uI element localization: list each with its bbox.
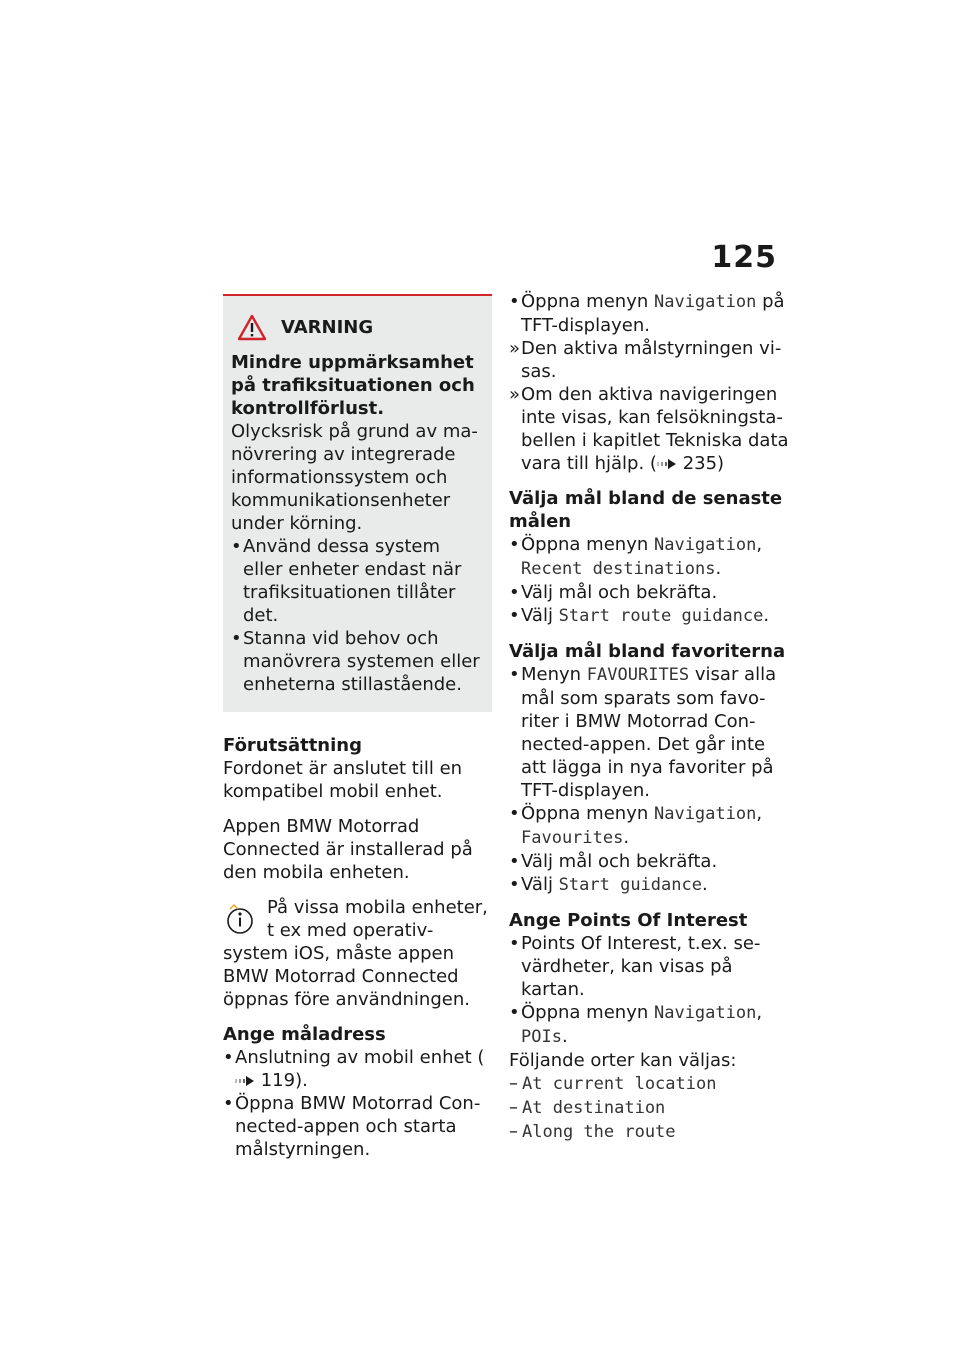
list-item: • Öppna BMW Motorrad Connected-appen och starta målstyrningen. bbox=[223, 1092, 495, 1161]
poi-choices-label: Följande orter kan väljas: bbox=[509, 1050, 737, 1071]
list-item: • Välj mål och bekräfta. bbox=[509, 850, 789, 873]
step-text-end: ). bbox=[295, 1070, 308, 1091]
list-item bbox=[509, 533, 789, 581]
step-text-end: . bbox=[623, 827, 630, 848]
warning-bullets bbox=[231, 535, 482, 696]
choice-code: At destination bbox=[522, 1098, 666, 1118]
step-text: Välj bbox=[521, 874, 559, 895]
warning-triangle-icon bbox=[237, 314, 267, 341]
choice-code: At current location bbox=[522, 1074, 717, 1094]
favourites-heading: Välja mål bland favoriterna bbox=[509, 641, 786, 662]
step-text: Öppna menyn bbox=[521, 803, 654, 824]
list-item: » Den aktiva målstyrningen visas. bbox=[509, 337, 789, 383]
recent-heading: Välja mål bland de senaste målen bbox=[509, 488, 783, 532]
list-item bbox=[509, 802, 789, 850]
step-text: Öppna menyn bbox=[521, 534, 654, 555]
step-text-end: . bbox=[701, 874, 708, 895]
separator: , bbox=[756, 803, 763, 824]
list-item: • Stanna vid behov och manövrera systemen eller enheterna stillastående. bbox=[231, 627, 482, 696]
recent-steps bbox=[509, 533, 789, 628]
poi-choices bbox=[509, 1072, 789, 1144]
separator: , bbox=[756, 534, 763, 555]
list-item: • Points Of Interest, t.ex. sevärdheter, kan visas på kartan. bbox=[509, 932, 789, 1001]
favourites-steps bbox=[509, 663, 789, 897]
menu-code: Recent destinations bbox=[521, 559, 716, 579]
info-text-rest: system iOS, måste appen BMW Motorrad Connected öppnas före användningen. bbox=[223, 943, 470, 1010]
left-column bbox=[223, 294, 495, 1161]
list-item bbox=[509, 663, 789, 802]
choice-code: Along the route bbox=[522, 1122, 676, 1142]
info-text-line1: På vissa mobila enheter, bbox=[267, 897, 488, 918]
warning-body: Olycksrisk på grund av manövrering av integrerade informationssystem och kommunikationsenheter under körning. bbox=[231, 421, 478, 534]
prereq-heading: Förutsättning bbox=[223, 735, 362, 756]
step-text-end: visar alla mål som sparats som favoriter i BMW Motorrad Connected-appen. Det går inte att lägga in nya favoriter på TFT-displayen. bbox=[521, 664, 777, 801]
list-item bbox=[509, 383, 789, 475]
info-icon bbox=[225, 902, 255, 936]
list-item: • Använd dessa system eller enheter endast när trafiksituationen tillåter det. bbox=[231, 535, 482, 627]
list-item: • Välj mål och bekräfta. bbox=[509, 581, 789, 604]
step-text: Öppna menyn bbox=[521, 1002, 654, 1023]
info-text-line2: t ex med operativ- bbox=[267, 920, 434, 941]
right-column bbox=[509, 290, 789, 1144]
step-text: Välj bbox=[521, 605, 559, 626]
list-item bbox=[509, 1072, 789, 1096]
step-text: Öppna menyn bbox=[521, 291, 654, 312]
result-text-end: ) bbox=[717, 453, 725, 474]
prereq-text: Fordonet är anslutet till en kompatibel mobil enhet. bbox=[223, 758, 463, 802]
info-note bbox=[223, 896, 495, 1011]
list-item bbox=[509, 873, 789, 897]
warning-box bbox=[223, 294, 492, 712]
warning-title: VARNING bbox=[281, 317, 374, 338]
menu-code: Navigation bbox=[653, 804, 757, 824]
list-item bbox=[223, 1046, 495, 1092]
menu-code: Start route guidance bbox=[558, 606, 764, 626]
destination-steps bbox=[223, 1046, 495, 1161]
destination-steps-cont bbox=[509, 290, 789, 475]
page-ref-arrow-icon bbox=[235, 1075, 255, 1087]
step-text-end: . bbox=[763, 605, 770, 626]
poi-heading: Ange Points Of Interest bbox=[509, 910, 748, 931]
menu-code: Navigation bbox=[653, 1003, 757, 1023]
list-item bbox=[509, 1120, 789, 1144]
warning-header bbox=[231, 314, 482, 341]
menu-code: Navigation bbox=[653, 535, 757, 555]
result-text: Om den aktiva navigeringen inte visas, kan felsökningstabellen i kapitlet Tekniska data vara till hjälp. ( bbox=[521, 384, 789, 474]
separator: , bbox=[756, 1002, 763, 1023]
step-text-end: på TFT-displayen. bbox=[521, 291, 785, 336]
step-text-end: . bbox=[715, 558, 722, 579]
warning-heading: Mindre uppmärksamhet på trafiksituationen och kontrollförlust. bbox=[231, 352, 475, 419]
menu-code: FAVOURITES bbox=[586, 665, 690, 685]
page-number: 125 bbox=[711, 240, 777, 275]
list-item bbox=[509, 290, 789, 337]
destination-heading: Ange måladress bbox=[223, 1024, 386, 1045]
poi-steps bbox=[509, 932, 789, 1049]
menu-code: POIs bbox=[521, 1027, 562, 1047]
menu-code: Favourites bbox=[521, 828, 624, 848]
menu-code: Start guidance bbox=[558, 875, 702, 895]
page-ref-arrow-icon bbox=[657, 458, 677, 470]
menu-code: Navigation bbox=[653, 292, 757, 312]
step-text-end: . bbox=[561, 1026, 568, 1047]
list-item bbox=[509, 1096, 789, 1120]
page-ref[interactable]: 119 bbox=[260, 1070, 296, 1091]
step-text: Menyn bbox=[521, 664, 587, 685]
step-text: Anslutning av mobil enhet ( bbox=[235, 1047, 485, 1068]
page-ref[interactable]: 235 bbox=[682, 453, 718, 474]
list-item bbox=[509, 1001, 789, 1049]
list-item bbox=[509, 604, 789, 628]
prereq-app-text: Appen BMW Motorrad Connected är installerad på den mobila enheten. bbox=[223, 816, 473, 883]
